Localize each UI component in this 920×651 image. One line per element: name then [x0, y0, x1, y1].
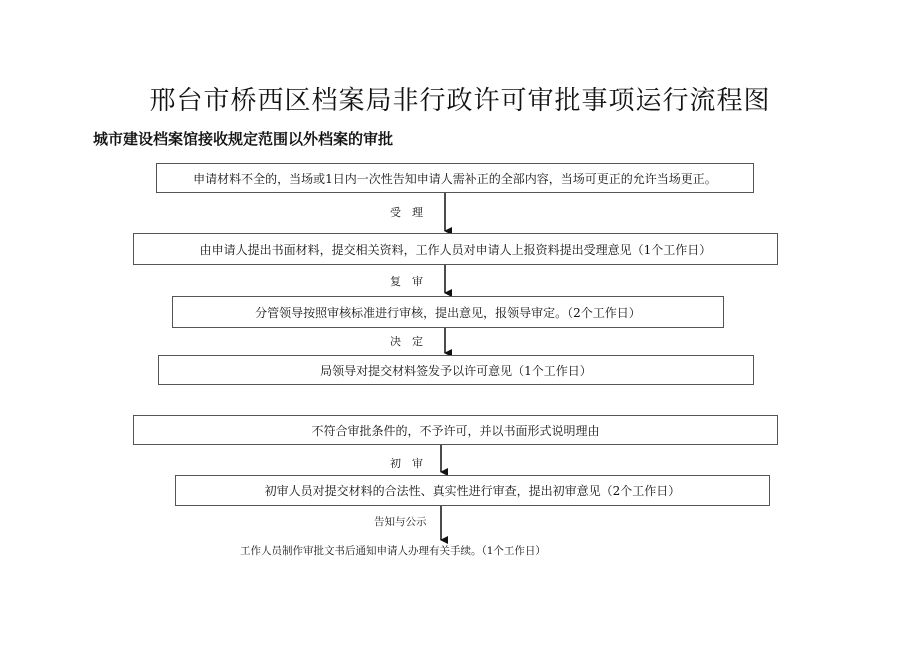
flow-box-text: 局领导对提交材料签发予以许可意见（1个工作日）	[320, 363, 592, 378]
flow-label-review: 复 审	[390, 275, 423, 288]
flow-label-initial-review: 初 审	[390, 457, 423, 470]
flow-label-accept: 受 理	[390, 206, 423, 219]
flow-box-text: 申请材料不全的，当场或1日内一次性告知申请人需补正的全部内容，当场可更正的允许当场更正。	[193, 171, 717, 186]
flow-box-rejection	[133, 415, 778, 445]
flow-final-note: 工作人员制作审批文书后通知申请人办理有关手续。（1个工作日）	[240, 545, 546, 557]
flow-box-incomplete-materials	[156, 163, 754, 193]
flow-box-review	[172, 296, 724, 328]
flow-box-text: 初审人员对提交材料的合法性、真实性进行审查，提出初审意见（2个工作日）	[264, 484, 681, 498]
flow-box-text: 由申请人提出书面材料，提交相关资料，工作人员对申请人上报资料提出受理意见（1个工作日）	[199, 242, 712, 257]
flow-box-initial-review	[175, 475, 770, 506]
flow-box-text: 不符合审批条件的，不予许可，并以书面形式说明理由	[311, 423, 600, 438]
flow-label-decide: 决 定	[390, 335, 423, 348]
page-title: 邢台市桥西区档案局非行政许可审批事项运行流程图	[149, 86, 771, 116]
flow-box-application	[133, 233, 778, 265]
flow-label-notify: 告知与公示	[374, 516, 427, 528]
flow-box-decision	[158, 355, 754, 385]
flow-box-text: 分管领导按照审核标准进行审核，提出意见，报领导审定。（2个工作日）	[255, 305, 641, 320]
page-subtitle: 城市建设档案馆接收规定范围以外档案的审批	[93, 130, 394, 148]
